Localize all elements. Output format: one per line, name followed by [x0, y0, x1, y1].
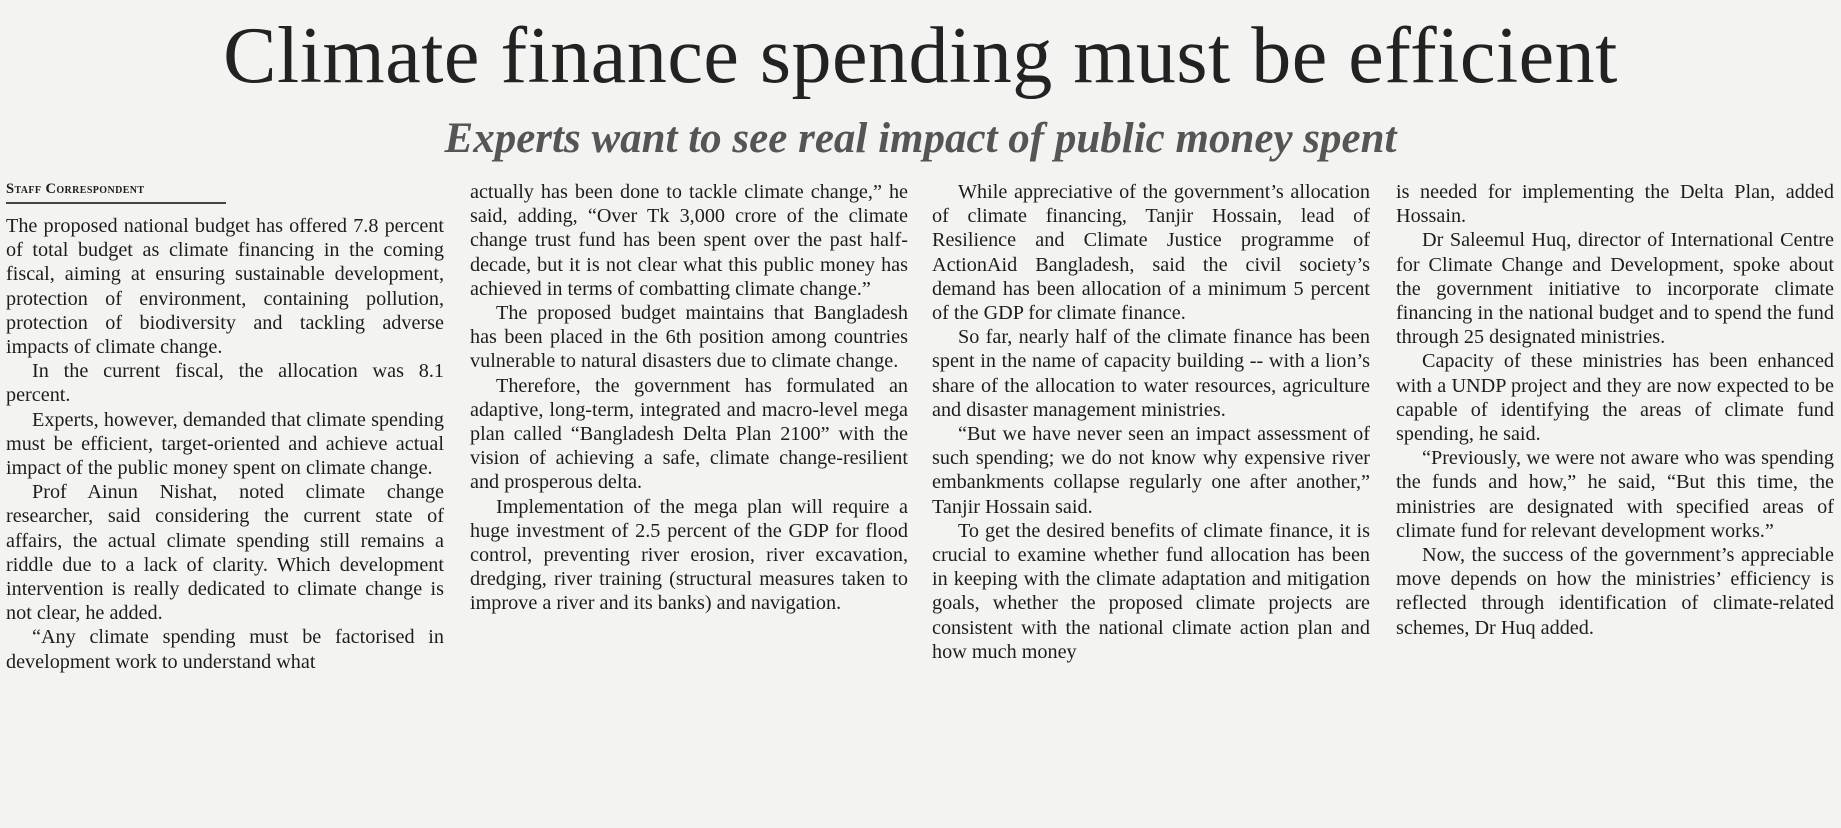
article-column-4 — [1396, 180, 1834, 640]
paragraph: While appreciative of the government’s allocation of climate financing, Tanjir Hossain, lead of Resilience and Climate Justice programme of ActionAid Bangladesh, said the civil society’s demand has been allocation of a minimum 5 percent of the GDP for climate finance. — [932, 181, 1370, 325]
paragraph: The proposed national budget has offered 7.8 percent of total budget as climate financing in the coming fiscal, aiming at ensuring sustainable development, protection of environment, containing pollution, protection of biodiversity and tackling adverse impacts of climate change. — [6, 215, 444, 359]
paragraph: Capacity of these ministries has been enhanced with a UNDP project and they are now expected to be capable of identifying the areas of climate fund spending, he said. — [1396, 350, 1834, 446]
article-column-1 — [6, 180, 444, 674]
paragraph: actually has been done to tackle climate change,” he said, adding, “Over Tk 3,000 crore of the climate change trust fund has been spent over the past half-decade, but it is not clear what this public money has achieved in terms of combatting climate change.” — [470, 181, 908, 300]
paragraph: is needed for implementing the Delta Plan, added Hossain. — [1396, 181, 1834, 228]
paragraph: In the current fiscal, the allocation was 8.1 percent. — [6, 360, 444, 407]
article-column-2 — [470, 180, 908, 616]
paragraph: Therefore, the government has formulated an adaptive, long-term, integrated and macro-level mega plan called “Bangladesh Delta Plan 2100” with the vision of achieving a safe, climate change-resilient and prosperous delta. — [470, 374, 908, 494]
paragraph: Dr Saleemul Huq, director of International Centre for Climate Change and Development, spoke about the government initiative to incorporate climate financing in the national budget and to spend the fund through 25 designated ministries. — [1396, 229, 1834, 349]
paragraph: Prof Ainun Nishat, noted climate change researcher, said considering the current state of affairs, the actual climate spending still remains a riddle due to a lack of clarity. Which development intervention is really dedicated to climate change is not clear, he added. — [6, 481, 444, 625]
paragraph: “Any climate spending must be factorised in development work to understand what — [6, 626, 444, 673]
headline: Climate finance spending must be efficient — [223, 12, 1618, 100]
subheadline: Experts want to see real impact of public money spent — [444, 115, 1397, 162]
paragraph: The proposed budget maintains that Bangladesh has been placed in the 6th position among countries vulnerable to natural disasters due to climate change. — [470, 302, 908, 373]
paragraph: To get the desired benefits of climate finance, it is crucial to examine whether fund allocation has been in keeping with the climate adaptation and mitigation goals, whether the proposed climate projects are consistent with the national climate action plan and how much money — [932, 519, 1370, 663]
paragraph: Implementation of the mega plan will require a huge investment of 2.5 percent of the GDP for flood control, preventing river erosion, river excavation, dredging, river training (structural measures taken to improve a river and its banks) and navigation. — [470, 495, 908, 615]
paragraph: Now, the success of the government’s appreciable move depends on how the ministries’ efficiency is reflected through identification of climate-related schemes, Dr Huq added. — [1396, 544, 1834, 639]
paragraph: Experts, however, demanded that climate spending must be efficient, target-oriented and achieve actual impact of the public money spent on climate change. — [6, 408, 444, 480]
paragraph: So far, nearly half of the climate finance has been spent in the name of capacity building -- with a lion’s share of the allocation to water resources, agriculture and disaster management ministries. — [932, 326, 1370, 421]
article-column-3 — [932, 180, 1370, 664]
byline: Staff Correspondent — [6, 180, 226, 204]
paragraph: “Previously, we were not aware who was spending the funds and how,” he said, “But this time, the ministries are designated with specified areas of climate fund for relevant development works.” — [1396, 447, 1834, 542]
paragraph: “But we have never seen an impact assessment of such spending; we do not know why expensive river embankments collapse regularly one after another,” Tanjir Hossain said. — [932, 423, 1370, 518]
